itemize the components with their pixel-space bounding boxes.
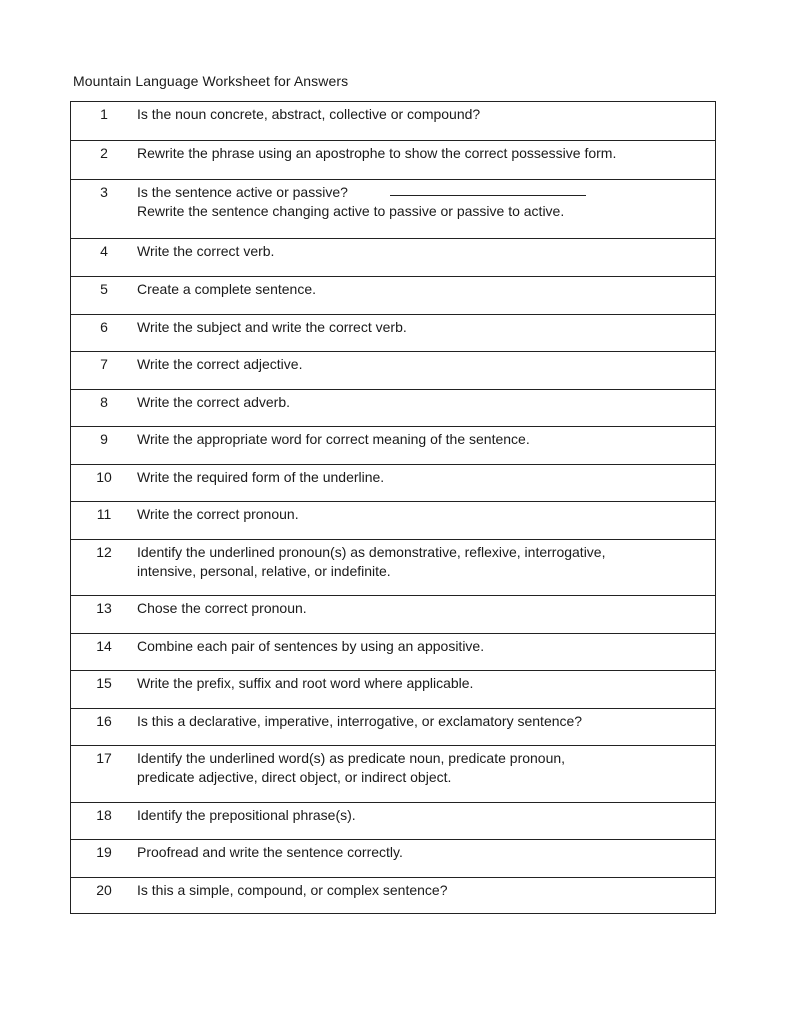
row-number: 11 [96,506,112,522]
row-number: 2 [100,145,108,161]
instruction-line: Write the correct verb. [137,243,275,259]
row-instruction [137,102,715,140]
worksheet-table [70,101,716,914]
row-number: 13 [96,600,112,616]
table-row [71,141,715,180]
instruction-line: predicate adjective, direct object, or indirect object. [137,769,452,785]
row-instruction [137,141,715,179]
row-instruction [137,709,715,745]
answer-blank-line[interactable] [390,183,586,196]
instruction-line: Create a complete sentence. [137,281,316,297]
page-title: Mountain Language Worksheet for Answers [73,73,349,89]
table-row [71,709,715,746]
row-instruction [137,390,715,426]
table-row [71,352,715,390]
table-row [71,634,715,671]
row-number: 3 [100,184,108,200]
row-number: 16 [96,713,112,729]
instruction-line: Identify the underlined pronoun(s) as demonstrative, reflexive, interrogative, [137,544,606,560]
table-row [71,540,715,596]
row-instruction [137,465,715,501]
instruction-line: Write the required form of the underline. [137,469,385,485]
row-number: 7 [100,356,108,372]
row-instruction [137,634,715,670]
table-row [71,390,715,427]
table-row [71,102,715,141]
instruction-line: Rewrite the sentence changing active to passive or passive to active. [137,203,565,219]
row-instruction [137,540,715,595]
instruction-line: Proofread and write the sentence correctly. [137,844,403,860]
instruction-line: Identify the prepositional phrase(s). [137,807,356,823]
instruction-line: Chose the correct pronoun. [137,600,307,616]
instruction-line: Write the correct pronoun. [137,506,299,522]
instruction-line: Write the subject and write the correct verb. [137,319,407,335]
row-number: 4 [100,243,108,259]
instruction-line: Is the noun concrete, abstract, collective or compound? [137,106,481,122]
row-instruction [137,277,715,314]
table-row [71,502,715,540]
row-instruction [137,878,715,913]
row-instruction [137,315,715,351]
table-row [71,671,715,709]
instruction-line: Write the correct adverb. [137,394,291,410]
table-row [71,239,715,277]
row-instruction [137,596,715,633]
row-number: 14 [96,638,112,654]
instruction-line: intensive, personal, relative, or indefinite. [137,563,391,579]
instruction-line: Identify the underlined word(s) as predicate noun, predicate pronoun, [137,750,566,766]
table-row [71,277,715,315]
row-number: 17 [96,750,112,766]
table-row [71,878,715,913]
row-instruction [137,352,715,389]
instruction-line-with-blank [137,183,715,202]
row-instruction [137,840,715,877]
table-row [71,746,715,803]
instruction-line: Is this a simple, compound, or complex sentence? [137,882,448,898]
row-number: 5 [100,281,108,297]
row-number: 18 [96,807,112,823]
row-number: 12 [96,544,112,560]
row-instruction [137,746,715,802]
table-row [71,596,715,634]
instruction-line: Write the prefix, suffix and root word where applicable. [137,675,474,691]
row-instruction [137,427,715,464]
row-instruction [137,671,715,708]
row-number: 15 [96,675,112,691]
row-instruction [137,803,715,839]
row-number: 20 [96,882,112,898]
row-number: 10 [96,469,112,485]
instruction-line: Rewrite the phrase using an apostrophe to show the correct possessive form. [137,145,617,161]
table-row [71,427,715,465]
row-instruction [137,239,715,276]
row-number: 19 [96,844,112,860]
instruction-line: Is the sentence active or passive? [137,184,348,200]
instruction-line: Write the appropriate word for correct meaning of the sentence. [137,431,530,447]
table-row [71,803,715,840]
instruction-line: Is this a declarative, imperative, interrogative, or exclamatory sentence? [137,713,583,729]
row-number: 6 [100,319,108,335]
row-number: 8 [100,394,108,410]
table-row [71,465,715,502]
row-instruction [137,180,715,238]
table-row [71,840,715,878]
row-instruction [137,502,715,539]
table-row [71,180,715,239]
instruction-line: Write the correct adjective. [137,356,303,372]
row-number: 9 [100,431,108,447]
table-row [71,315,715,352]
instruction-line: Combine each pair of sentences by using an appositive. [137,638,485,654]
row-number: 1 [100,106,108,122]
